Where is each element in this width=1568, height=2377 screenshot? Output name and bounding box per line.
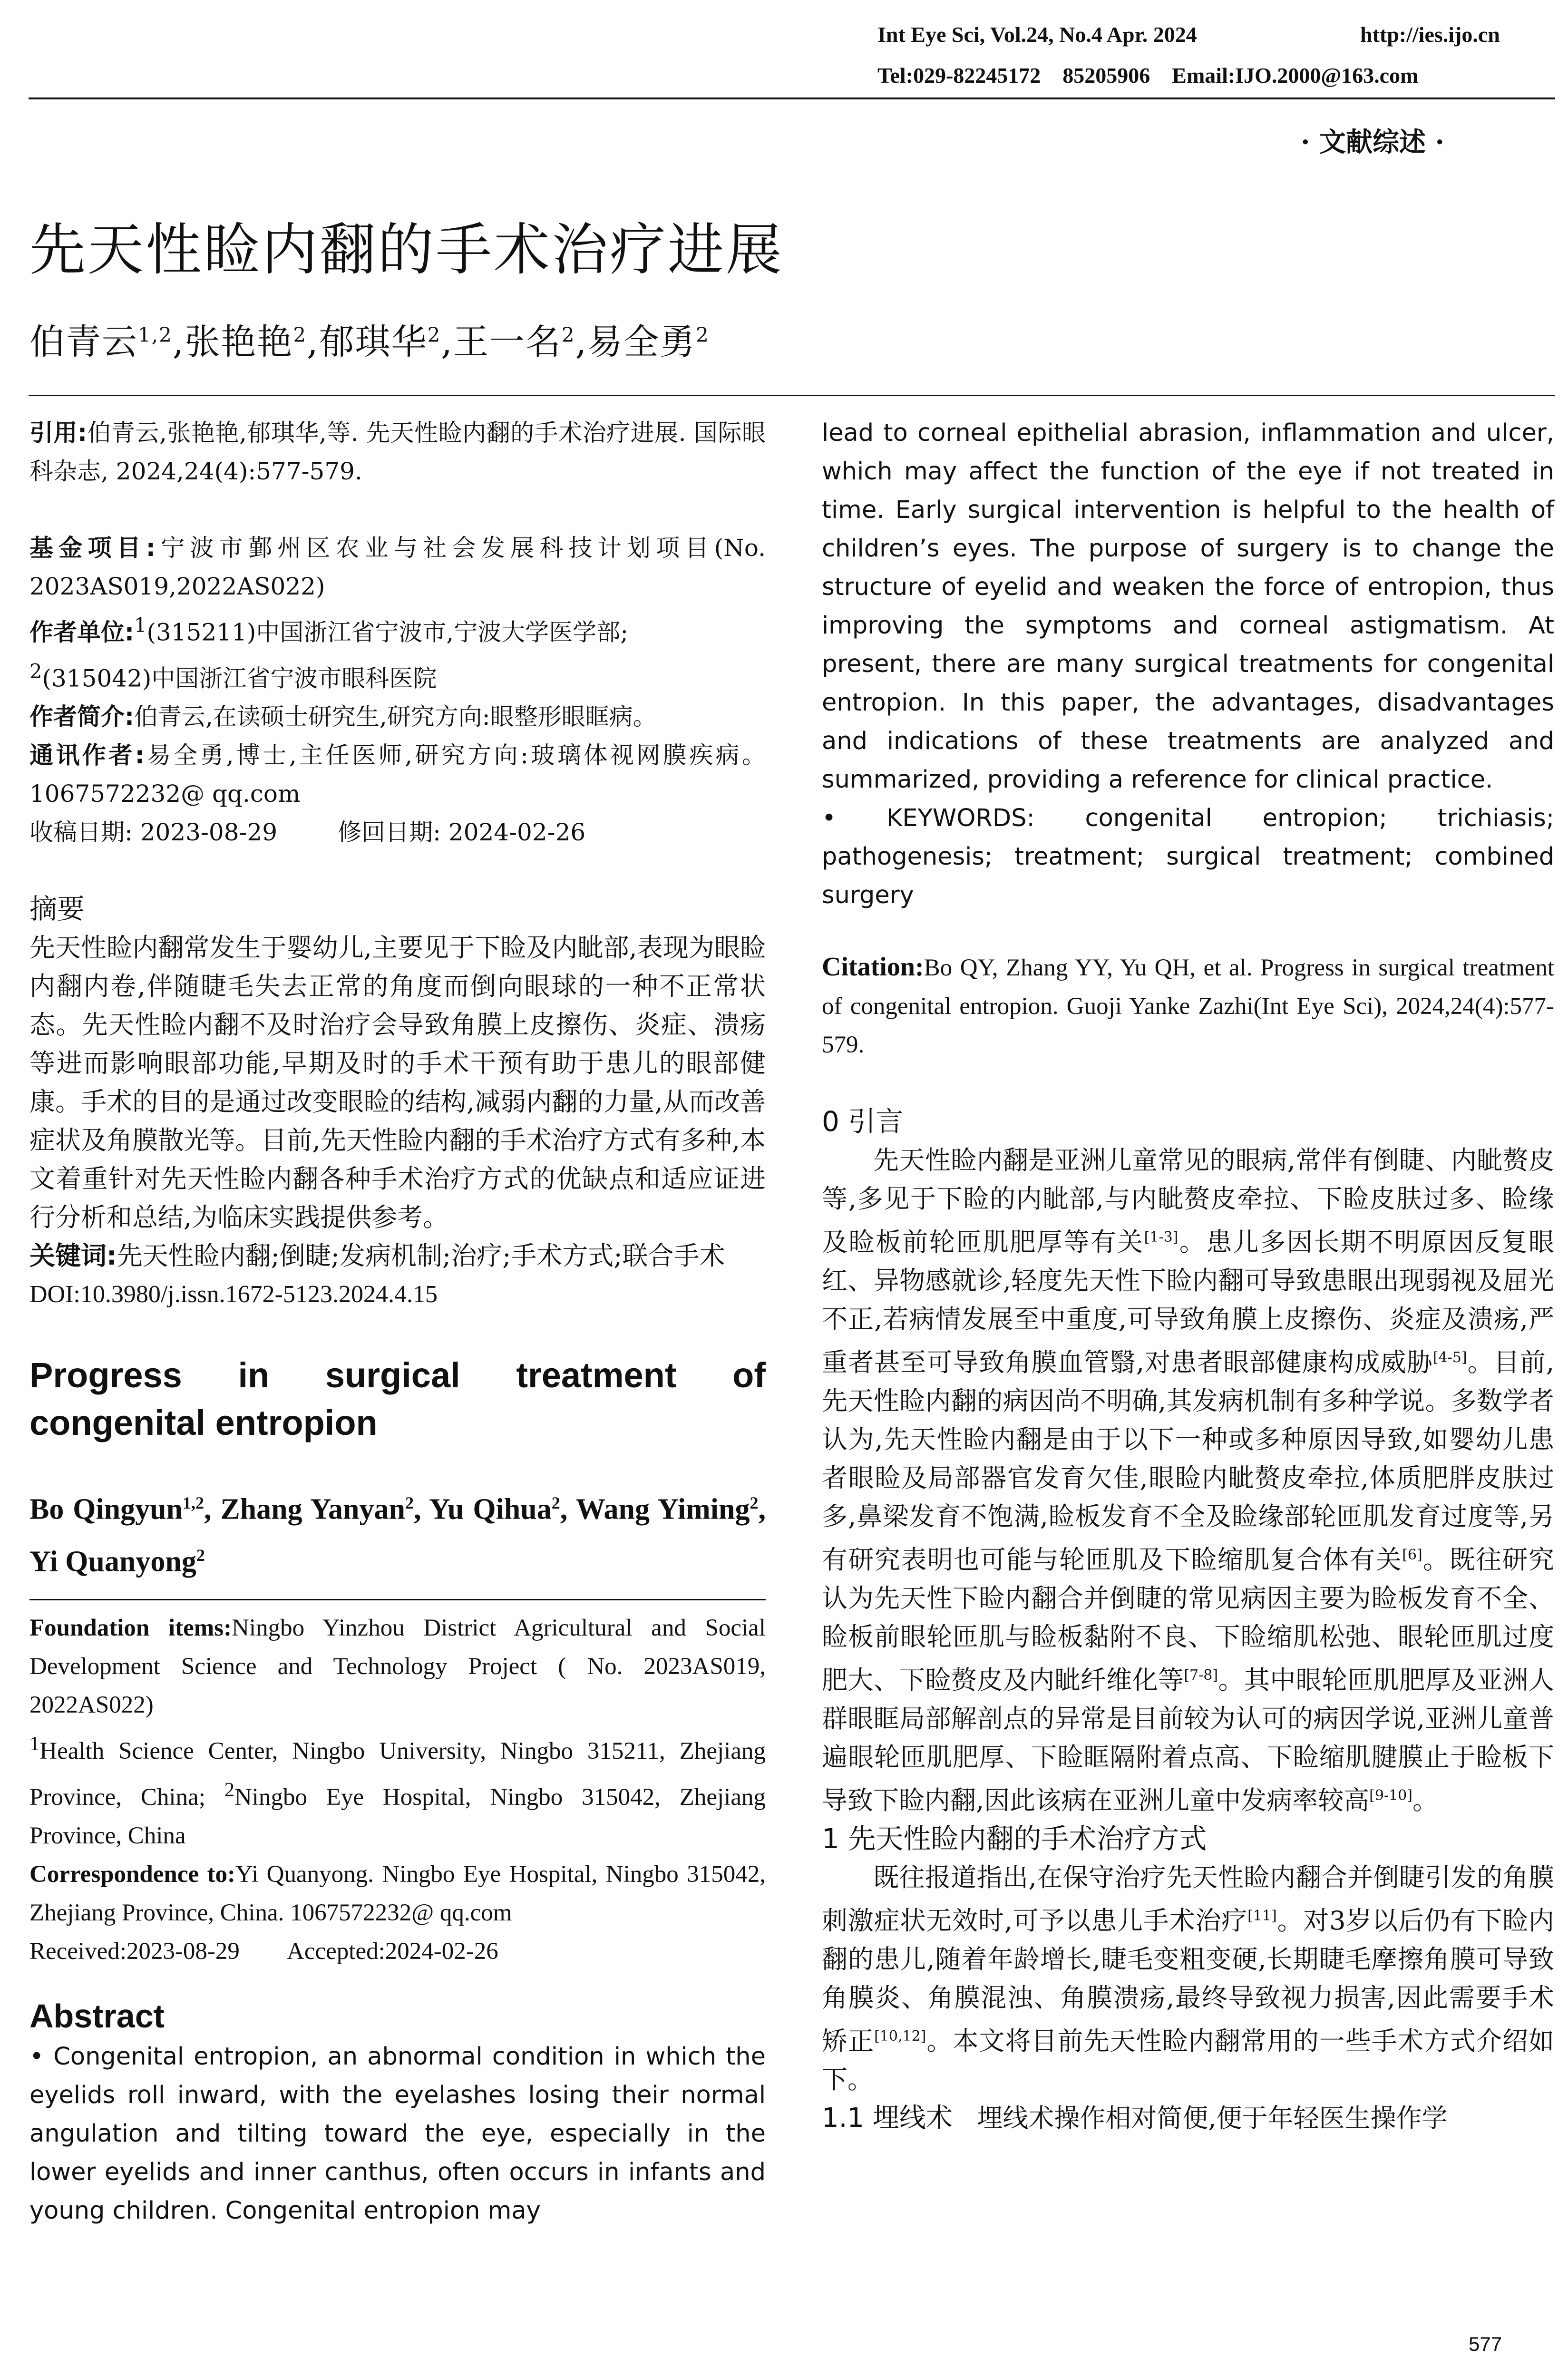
unit-text-2: (315042)中国浙江省宁波市眼科医院 [42, 664, 437, 692]
author-affiliation: 2 [561, 323, 575, 347]
abstract-zh-text: 先天性睑内翻常发生于婴幼儿,主要见于下睑及内眦部,表现为眼睑内翻内卷,伴随睫毛失去正常的角度而倒向眼球的一种不正常状态。先天性睑内翻不及时治疗会导致角膜上皮擦伤、炎症、溃疡等进而影响眼部功能,早期及时的手术干预有助于患儿的眼部健康。手术的目的是通过改变眼睑的结构,减弱内翻的力量,从而改善症状及角膜散光等。目前,先天性睑内翻的手术治疗方式有多种,本文着重针对先天性睑内翻各种手术治疗方式的优缺点和适应证进行分析和总结,为临床实践提供参考。 [29, 933, 766, 1233]
citation-zh-text: 伯青云,张艳艳,郁琪华,等. 先天性睑内翻的手术治疗进展. 国际眼科杂志, 2024,24(4):577-579. [29, 419, 766, 485]
reference-citation: [1-3] [1144, 1229, 1178, 1246]
journal-info: Int Eye Sci, Vol.24, No.4 Apr. 2024 [877, 22, 1197, 47]
affiliations-en: $^1$Health Science Center, Ningbo University, Ningbo 315211, Zhejiang Province, China; $^2$Ningbo Eye Hospital, Ningbo 315042, Zhejiang Province, China [29, 1732, 766, 1849]
bio-label: 作者简介: [29, 703, 134, 731]
section-1-heading: 1 先天性睑内翻的手术治疗方式 [822, 1822, 1207, 1855]
abstract-en-continued: lead to corneal epithelial abrasion, inflammation and ulcer, which may affect the function of the eye if not treated in time. Early surgical intervention is helpful to the health of children’s eyes. The purpose of surgery is to change the structure of eyelid and weaken the force of entropion, thus improving the symptoms and corneal astigmatism. At present, there are many surgical treatments for congenital entropion. In this paper, the advantages, disadvantages and indications of these treatments are analyzed and summarized, providing a reference for clinical practice. [822, 419, 1554, 794]
author-affiliation: 2 [696, 323, 710, 347]
abstract-en-text: • Congenital entropion, an abnormal condition in which the eyelids roll inward, with the eyelashes losing their normal angulation and tilting toward the eye, especially in the lower eyelids and inner canthus, often occurs in infants and young children. Congenital entropion may [29, 2042, 766, 2225]
section-tag: · 文献综述 · [1301, 127, 1444, 158]
keywords-en: • KEYWORDS: congenital entropion; trichiasis; pathogenesis; treatment; surgical treatment; combined surgery [822, 804, 1554, 909]
abstract-en-heading: Abstract [29, 1997, 165, 2035]
correspondence-en-text: Yi Quanyong. Ningbo Eye Hospital, Ningbo 315042, Zhejiang Province, China. 1067572232@ qq.com [29, 1861, 766, 1926]
foundation-en-label: Foundation items: [29, 1614, 232, 1641]
abstract-zh-heading: 摘要 [29, 893, 85, 925]
corr-info [29, 736, 766, 813]
reference-citation: [10,12] [874, 2028, 926, 2045]
citation-zh-label: 引用: [29, 419, 88, 447]
author-affiliation: 2 [427, 323, 441, 347]
author-name: 伯青云 [29, 321, 138, 362]
correspondence-en [29, 1855, 766, 1932]
section-1-1 [822, 2099, 1554, 2137]
reference-citation: [4-5] [1432, 1349, 1467, 1366]
dates-zh: 收稿日期: 2023-08-29 修回日期: 2024-02-26 [29, 818, 586, 847]
left-column [29, 414, 766, 2230]
section-0-paragraph: 先天性睑内翻是亚洲儿童常见的眼病,常伴有倒睫、内眦赘皮等,多见于下睑的内眦部,与内眦赘皮牵拉、下睑皮肤过多、睑缘及睑板前轮匝肌肥厚等有关[1-3]。患儿多因长期不明原因反复眼红、异物感就诊,轻度先天性下睑内翻可导致患眼出现弱视及屈光不正,若病情发展至中重度,可导致角膜上皮擦伤、炎症及溃疡,严重者甚至可导致角膜血管翳,对患者眼部健康构成威胁[4-5]。目前,先天性睑内翻的病因尚不明确,其发病机制有多种学说。多数学者认为,先天性睑内翻是由于以下一种或多种原因导致,如婴幼儿患者眼睑及局部器官发育欠佳,眼睑内眦赘皮牵拉,体质肥胖皮肤过多,鼻梁发育不饱满,睑板发育不全及睑缘部轮匝肌发育过度等,另有研究表明也可能与轮匝肌及下睑缩肌复合体有关[6]。既往研究认为先天性下睑内翻合并倒睫的常见病因主要为睑板发育不全、睑板前眼轮匝肌与睑板黏附不良、下睑缩肌松弛、眼轮匝肌过度肥大、下睑赘皮及内眦纤维化等[7-8]。其中眼轮匝肌肥厚及亚洲人群眼眶局部解剖点的异常是目前较为认可的病因学说,亚洲儿童普遍眼轮匝肌肥厚、下睑眶隔附着点高、下睑缩肌腱膜止于睑板下导致下睑内翻,因此该病在亚洲儿童中发病率较高[9-10]。 [822, 1145, 1555, 1815]
author-name: 王一名 [453, 321, 562, 362]
fund-text: 宁波市鄞州区农业与社会发展科技计划项目(No. 2023AS019,2022AS022) [29, 534, 766, 600]
corr-text: 易全勇,博士,主任医师,研究方向:玻璃体视网膜疾病。1067572232@ qq.com [29, 741, 766, 808]
author-affiliation: 1,2 [138, 323, 173, 347]
reference-citation: [9-10] [1369, 1787, 1412, 1804]
bio-text: 伯青云,在读硕士研究生,研究方向:眼整形眼眶病。 [134, 703, 657, 731]
author-name: 张艳艳 [185, 321, 293, 362]
unit-label: 作者单位: [29, 618, 134, 646]
journal-contact: Tel:029-82245172 85205906 Email:IJO.2000@163.com [877, 63, 1419, 88]
keywords-zh [29, 1237, 766, 1275]
fund-info [29, 529, 766, 606]
bio-info [29, 698, 766, 736]
author-name: 郁琪华 [319, 321, 428, 362]
article-title-en-line1: Progress in surgical treatment of [29, 1355, 766, 1395]
citation-en-label: Citation: [822, 952, 924, 982]
section-1-paragraph: 既往报道指出,在保守治疗先天性睑内翻合并倒睫引发的角膜刺激症状无效时,可予以患儿手术治疗[11]。对3岁以后仍有下睑内翻的患儿,随着年龄增长,睫毛变粗变硬,长期睫毛摩擦角膜可导致角膜炎、角膜混浊、角膜溃疡,最终导致视力损害,因此需要手术矫正[10,12]。本文将目前先天性睑内翻常用的一些手术方式介绍如下。 [822, 1862, 1555, 2094]
title-rule [29, 395, 1555, 396]
article-title-zh: 先天性睑内翻的手术治疗进展 [29, 217, 784, 283]
citation-en [822, 948, 1554, 1064]
keywords-zh-label: 关键词: [29, 1241, 117, 1271]
doi: DOI:10.3980/j.issn.1672-5123.2024.4.15 [29, 1281, 438, 1308]
section-0-heading: 0 引言 [822, 1105, 904, 1138]
unit-text-1: (315211)中国浙江省宁波市,宁波大学医学部; [146, 618, 629, 646]
reference-citation: [11] [1247, 1908, 1277, 1924]
section-1-1-heading: 1.1 埋线术 [822, 2103, 953, 2133]
section-1-1-text: 埋线术操作相对简便,便于年轻医生操作学 [977, 2103, 1448, 2133]
author-name: 易全勇 [587, 321, 696, 362]
article-title-en-line2: congenital entropion [29, 1403, 378, 1443]
reference-citation: [7-8] [1184, 1667, 1218, 1684]
header-rule [29, 97, 1555, 99]
reference-citation: [6] [1402, 1547, 1422, 1563]
citation-zh [29, 414, 766, 491]
correspondence-en-label: Correspondence to: [29, 1861, 235, 1888]
received-accepted: Received:2023-08-29 Accepted:2024-02-26 [29, 1938, 498, 1965]
journal-url: http://ies.ijo.cn [1360, 22, 1500, 47]
author-list-en: Bo Qingyun$^{1,2}$, Zhang Yanyan$^2$, Yu Qihua$^2$, Wang Yiming$^2$, Yi Quanyong$^2$ [29, 1493, 766, 1578]
corr-label: 通讯作者: [29, 741, 145, 770]
author-list-zh: 伯青云$^{1,2}$,张艳艳$^2$,郁琪华$^2$,王一名$^2$,易全勇$^2$ [29, 321, 710, 362]
citation-en-text: Bo QY, Zhang YY, Yu QH, et al. Progress in surgical treatment of congenital entropion. Guoji Yanke Zazhi(Int Eye Sci), 2024,24(4):577-579. [822, 955, 1554, 1058]
fund-label: 基金项目: [29, 534, 156, 562]
right-column [822, 414, 1554, 2137]
keywords-zh-text: 先天性睑内翻;倒睫;发病机制;治疗;手术方式;联合手术 [117, 1241, 725, 1271]
author-affiliation: 2 [293, 323, 307, 347]
foundation-en [29, 1609, 766, 1724]
foundation-en-text: Ningbo Yinzhou District Agricultural and Social Development Science and Technology Project ( No. 2023AS019, 2022AS022) [29, 1614, 766, 1718]
unit-info: 作者单位:$^1$(315211)中国浙江省宁波市,宁波大学医学部; $^2$(315042)中国浙江省宁波市眼科医院 [29, 614, 629, 692]
page-number: 577 [1469, 2333, 1502, 2355]
